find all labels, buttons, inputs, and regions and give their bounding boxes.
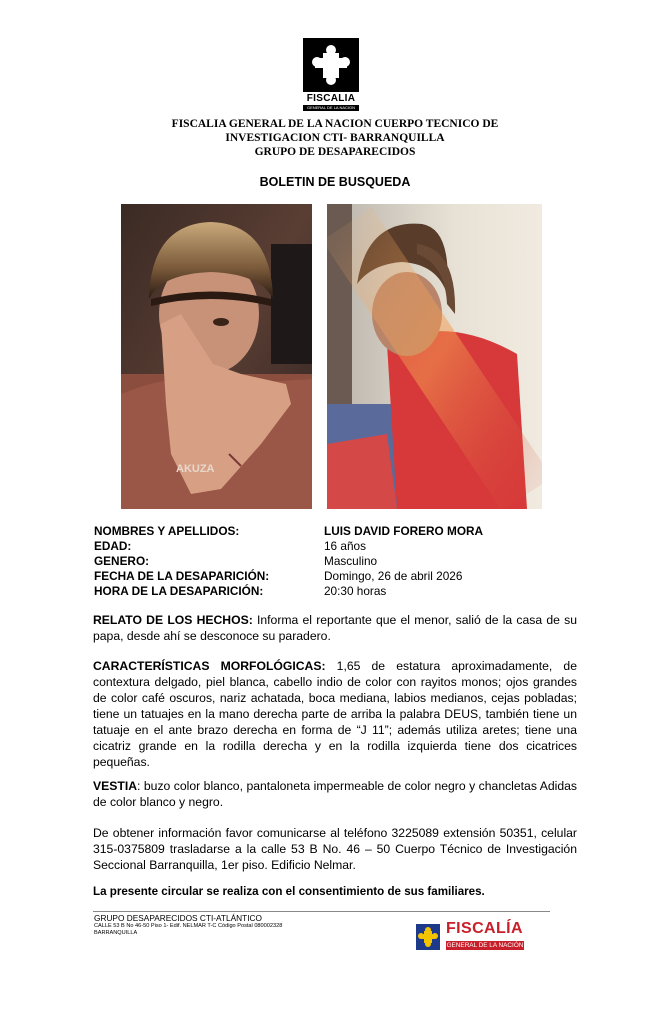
fiscalia-puzzle-icon — [416, 924, 440, 950]
vestia-label: VESTIA — [93, 779, 138, 793]
footer-city: BARRANQUILLA — [94, 930, 138, 936]
vestia-text: : buzo color blanco, pantaloneta impermeable de color negro y chancletas Adidas de color blanco y negro. — [93, 779, 577, 809]
info-row-hora — [94, 584, 574, 599]
logo-subtitle: GENERAL DE LA NACION — [303, 105, 359, 111]
caracteristicas-paragraph — [93, 658, 577, 770]
info-label: FECHA DE LA DESAPARICIÓN: — [94, 569, 270, 583]
info-value: Masculino — [324, 554, 378, 568]
relato-label: RELATO DE LOS HECHOS: — [93, 613, 253, 627]
svg-text:AKUZA: AKUZA — [176, 463, 215, 475]
info-row-nombre — [94, 524, 574, 539]
photo-right — [327, 204, 542, 509]
consentimiento-note: La presente circular se realiza con el consentimiento de sus familiares. — [93, 885, 485, 898]
footer-brand: FISCALÍA — [446, 920, 523, 937]
person-photo-left-icon — [121, 204, 312, 509]
photo-left — [121, 204, 312, 509]
header-line-3: GRUPO DE DESAPARECIDOS — [254, 146, 416, 158]
info-label: HORA DE LA DESAPARICIÓN: — [94, 584, 264, 598]
info-row-fecha — [94, 569, 574, 584]
info-label: NOMBRES Y APELLIDOS: — [94, 524, 240, 538]
footer-divider — [93, 911, 550, 912]
contacto-paragraph: De obtener información favor comunicarse al teléfono 3225089 extensión 50351, celular 315-0375809 trasladarse a la calle 53 B No. 46 – 50 Cuerpo Técnico de Investigación Seccional Barranquilla, 1er piso. Edificio Nelmar. — [93, 826, 577, 872]
info-label: GENERO: — [94, 554, 150, 568]
footer-group: GRUPO DESAPARECIDOS CTI-ATLÁNTICO — [94, 913, 262, 923]
info-value: 20:30 horas — [324, 584, 387, 598]
footer-brand-subtitle: GENERAL DE LA NACIÓN — [446, 942, 524, 949]
footer-address: CALLE 53 B No 46-50 Piso 1- Edif. NELMAR T-C Código Postal 080002328 — [94, 923, 283, 929]
logo-name: FISCALIA — [306, 93, 356, 104]
info-row-genero — [94, 554, 574, 569]
info-row-edad — [94, 539, 574, 554]
caracteristicas-label: CARACTERÍSTICAS MORFOLÓGICAS: — [93, 659, 326, 673]
info-value: 16 años — [324, 539, 366, 553]
caracteristicas-text: 1,65 de estatura aproximadamente, de contextura delgado, piel blanca, cabello indio de color con rayitos monos; ojos grandes de color café oscuros, nariz achatada, boca mediana, labios medianos, cejas pobladas; tiene un tatuajes en la mano derecha parte de arriba la palabra DEUS, también tiene un tatuaje en el ante brazo derecha en forma de “J 11”; además utiliza aretes; tiene una cicatriz grande en la rodilla derecha y en la rodilla izquierda tiene dos cicatrices pequeñas. — [93, 659, 577, 769]
info-value: Domingo, 26 de abril 2026 — [324, 569, 463, 583]
info-label: EDAD: — [94, 539, 132, 553]
page-title: BOLETIN DE BUSQUEDA — [259, 175, 411, 189]
puzzle-logo-icon — [303, 38, 359, 92]
relato-text: Informa el reportante que el menor, salió de la casa de su papa, desde ahí se desconoce su paradero. — [93, 613, 577, 643]
vestia-paragraph — [93, 778, 577, 810]
header-line-1: FISCALIA GENERAL DE LA NACION CUERPO TECNICO DE — [171, 118, 499, 130]
fiscalia-logo — [303, 38, 359, 112]
relato-paragraph — [93, 612, 577, 644]
person-photo-right-icon — [327, 204, 542, 509]
info-value: LUIS DAVID FORERO MORA — [324, 524, 484, 538]
header-line-2: INVESTIGACION CTI- BARRANQUILLA — [225, 132, 445, 144]
